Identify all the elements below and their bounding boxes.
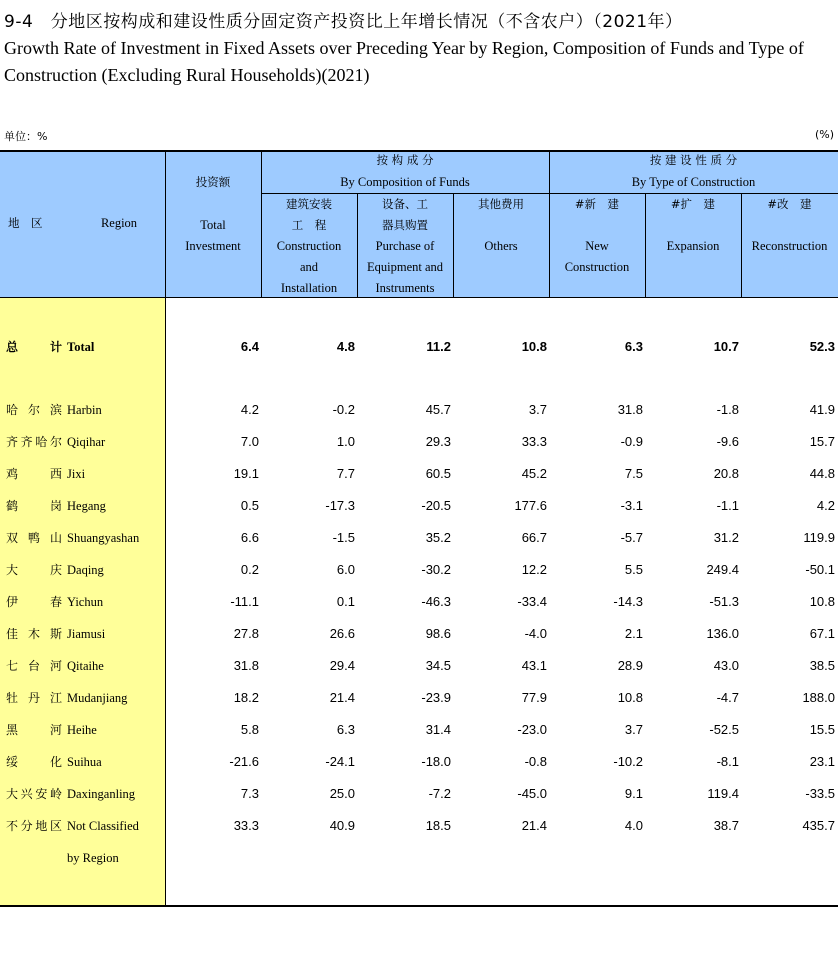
header-type-cn: 按 建 设 性 质 分 (649, 153, 738, 167)
header-construction: 建筑安装 工 程 Construction and Installation (276, 197, 342, 295)
value-cell: 18.2 (233, 690, 259, 705)
value-cell: 7.7 (336, 466, 355, 481)
value-cell: 33.3 (233, 818, 259, 833)
value-cell: -33.4 (517, 594, 547, 609)
value-cell: 6.3 (336, 722, 355, 737)
value-cell: 31.2 (713, 530, 739, 545)
value-cell: 4.2 (816, 498, 835, 513)
value-cell: 43.0 (713, 658, 739, 673)
value-cell: -21.6 (229, 754, 259, 769)
value-cell: -3.1 (620, 498, 643, 513)
value-cell: 38.7 (713, 818, 739, 833)
value-cell: 6.6 (240, 530, 259, 545)
header-region-cn: 地 区 (8, 216, 43, 230)
table-row (0, 682, 838, 714)
table-row (0, 458, 838, 490)
header-composition-cn: 按 构 成 分 (376, 153, 434, 167)
header-equipment: 设备、工 器具购置 Purchase of Equipment and Instruments (366, 197, 444, 295)
value-cell: 66.7 (521, 530, 547, 545)
value-cell: 26.6 (329, 626, 355, 641)
value-cell: 25.0 (329, 786, 355, 801)
table-row (0, 650, 838, 682)
region-name-cn: 双鸭山 (6, 531, 62, 545)
value-cell: -20.5 (421, 498, 451, 513)
value-cell: 43.1 (521, 658, 547, 673)
value-cell: 4.0 (624, 818, 643, 833)
value-cell: -23.9 (421, 690, 451, 705)
value-cell: 21.4 (329, 690, 355, 705)
region-name-cn: 大兴安岭 (6, 787, 62, 801)
region-name-en: Jiamusi (67, 627, 106, 641)
region-name-en: Yichun (67, 595, 104, 609)
table-title-cn: 9-4 分地区按构成和建设性质分固定资产投资比上年增长情况（不含农户）（2021年） (4, 12, 683, 32)
value-cell: 41.9 (809, 402, 835, 417)
value-cell: -1.1 (716, 498, 739, 513)
value-cell: 5.5 (624, 562, 643, 577)
value-cell: 11.2 (426, 339, 451, 354)
col-divider (549, 150, 550, 298)
value-cell: 7.0 (240, 434, 259, 449)
value-cell: -23.0 (517, 722, 547, 737)
value-cell: -8.1 (716, 754, 739, 769)
value-cell: 15.7 (809, 434, 835, 449)
value-cell: 10.8 (809, 594, 835, 609)
value-cell: 7.3 (240, 786, 259, 801)
value-cell: 21.4 (521, 818, 547, 833)
table-row (0, 394, 838, 426)
value-cell: 77.9 (521, 690, 547, 705)
region-name-en: Daqing (67, 563, 104, 577)
value-cell: 31.8 (617, 402, 643, 417)
value-cell: 27.8 (233, 626, 259, 641)
table-row (0, 810, 838, 842)
value-cell: 6.3 (624, 339, 643, 354)
value-cell: 2.1 (624, 626, 643, 641)
value-cell: -0.2 (332, 402, 355, 417)
region-name-cn: 绥 化 (6, 755, 62, 769)
value-cell: 40.9 (329, 818, 355, 833)
value-cell: -0.8 (524, 754, 547, 769)
value-cell: -51.3 (709, 594, 739, 609)
region-name-cn: 黑 河 (6, 723, 62, 737)
value-cell: 188.0 (802, 690, 835, 705)
value-cell: -18.0 (421, 754, 451, 769)
region-name-cn: 伊 春 (6, 595, 62, 609)
region-name-en: Mudanjiang (67, 691, 128, 705)
value-cell: -17.3 (325, 498, 355, 513)
header-bottom-border (0, 297, 838, 298)
region-name-en: Daxinganling (67, 787, 136, 801)
table-row (0, 618, 838, 650)
unit-label-en: (%) (814, 128, 834, 141)
value-cell: 18.5 (425, 818, 451, 833)
region-name-en-continued: by Region (67, 851, 119, 865)
value-cell: 12.2 (521, 562, 547, 577)
value-cell: 15.5 (809, 722, 835, 737)
region-name-cn: 总 计 (6, 340, 62, 354)
value-cell: 3.7 (528, 402, 547, 417)
value-cell: 0.5 (240, 498, 259, 513)
value-cell: 28.9 (617, 658, 643, 673)
table-row-total (0, 331, 838, 363)
value-cell: 6.4 (240, 339, 259, 354)
value-cell: 4.2 (240, 402, 259, 417)
value-cell: 52.3 (809, 339, 835, 354)
value-cell: -10.2 (613, 754, 643, 769)
table-top-border (0, 150, 838, 152)
header-total-cn: 投资额 (195, 175, 231, 189)
header-new-construction: #新 建 New Construction (564, 197, 630, 274)
region-name-en: Hegang (67, 499, 106, 513)
header-others: 其他费用 Others (478, 197, 524, 253)
value-cell: -46.3 (421, 594, 451, 609)
region-name-cn: 佳木斯 (6, 627, 62, 641)
value-cell: -50.1 (805, 562, 835, 577)
value-cell: 34.5 (425, 658, 451, 673)
region-name-en: Qitaihe (67, 659, 104, 673)
table-bottom-border (0, 905, 838, 907)
value-cell: 67.1 (809, 626, 835, 641)
value-cell: 136.0 (706, 626, 739, 641)
region-name-cn: 七台河 (6, 659, 62, 673)
table-row (0, 586, 838, 618)
unit-label: 单位：% (4, 130, 48, 143)
col-divider (453, 193, 454, 298)
table-row (0, 778, 838, 810)
region-name-cn: 大 庆 (6, 563, 62, 577)
value-cell: -9.6 (716, 434, 739, 449)
region-name-cn: 鸡 西 (6, 467, 62, 481)
value-cell: -14.3 (613, 594, 643, 609)
value-cell: 0.2 (240, 562, 259, 577)
col-divider (645, 193, 646, 298)
header-reconstruction: #改 建 Reconstruction (751, 197, 828, 253)
col-divider (357, 193, 358, 298)
value-cell: -52.5 (709, 722, 739, 737)
region-name-en: Qiqihar (67, 435, 106, 449)
value-cell: 31.4 (425, 722, 451, 737)
value-cell: -7.2 (428, 786, 451, 801)
value-cell: 45.2 (521, 466, 547, 481)
region-name-en: Jixi (67, 467, 86, 481)
table-row (0, 714, 838, 746)
value-cell: 45.7 (425, 402, 451, 417)
value-cell: 29.4 (329, 658, 355, 673)
value-cell: 23.1 (809, 754, 835, 769)
value-cell: -33.5 (805, 786, 835, 801)
value-cell: 10.8 (521, 339, 547, 354)
table-row (0, 746, 838, 778)
value-cell: -4.0 (524, 626, 547, 641)
region-name-cn: 哈尔滨 (6, 403, 62, 417)
value-cell: 98.6 (425, 626, 451, 641)
value-cell: 35.2 (425, 530, 451, 545)
region-name-en: Heihe (67, 723, 97, 737)
value-cell: 33.3 (521, 434, 547, 449)
header-composition-en: By Composition of Funds (340, 175, 470, 189)
value-cell: 6.0 (336, 562, 355, 577)
region-name-en: Harbin (67, 403, 102, 417)
value-cell: 1.0 (336, 434, 355, 449)
value-cell: 29.3 (425, 434, 451, 449)
region-name-en: Shuangyashan (67, 531, 140, 545)
table-row (0, 522, 838, 554)
value-cell: -1.8 (716, 402, 739, 417)
value-cell: 7.5 (624, 466, 643, 481)
region-name-en: Suihua (67, 755, 102, 769)
table-row (0, 426, 838, 458)
table-header (0, 150, 838, 298)
value-cell: -5.7 (620, 530, 643, 545)
region-name-cn: 牡丹江 (6, 691, 62, 705)
value-cell: 60.5 (425, 466, 451, 481)
table-title-en: Growth Rate of Investment in Fixed Assets over Preceding Year by Region, Composition of Funds and Type of Construction (Excluding Rural Households)(2021) (4, 38, 804, 85)
value-cell: 249.4 (706, 562, 739, 577)
header-type-en: By Type of Construction (631, 175, 756, 189)
col-divider (741, 193, 742, 298)
value-cell: 119.4 (707, 786, 739, 801)
value-cell: 3.7 (624, 722, 643, 737)
value-cell: 20.8 (713, 466, 739, 481)
value-cell: -45.0 (517, 786, 547, 801)
region-name-en: Not Classified (67, 819, 139, 833)
value-cell: 31.8 (233, 658, 259, 673)
region-name-cn: 鹤 岗 (6, 499, 62, 513)
header-total-en: Total Investment (185, 218, 241, 253)
col-divider (261, 150, 262, 298)
value-cell: 0.1 (336, 594, 355, 609)
value-cell: 10.8 (617, 690, 643, 705)
region-name-cn: 不分地区 (6, 819, 62, 833)
value-cell: 119.9 (803, 530, 835, 545)
region-name-en: Total (67, 340, 95, 354)
value-cell: -1.5 (332, 530, 355, 545)
value-cell: 19.1 (233, 466, 259, 481)
value-cell: 5.8 (240, 722, 259, 737)
value-cell: -24.1 (325, 754, 355, 769)
region-name-cn: 齐齐哈尔 (6, 435, 62, 449)
value-cell: -4.7 (716, 690, 739, 705)
value-cell: 435.7 (802, 818, 835, 833)
value-cell: 38.5 (809, 658, 835, 673)
value-cell: 4.8 (336, 339, 355, 354)
value-cell: 9.1 (624, 786, 643, 801)
value-cell: 177.6 (514, 498, 547, 513)
value-cell: -30.2 (421, 562, 451, 577)
table-row (0, 554, 838, 586)
table-row (0, 490, 838, 522)
header-region-en: Region (100, 216, 138, 230)
value-cell: 10.7 (713, 339, 739, 354)
header-expansion: #扩 建 Expansion (666, 197, 720, 253)
value-cell: -11.1 (230, 594, 259, 609)
value-cell: 44.8 (809, 466, 835, 481)
value-cell: -0.9 (620, 434, 643, 449)
